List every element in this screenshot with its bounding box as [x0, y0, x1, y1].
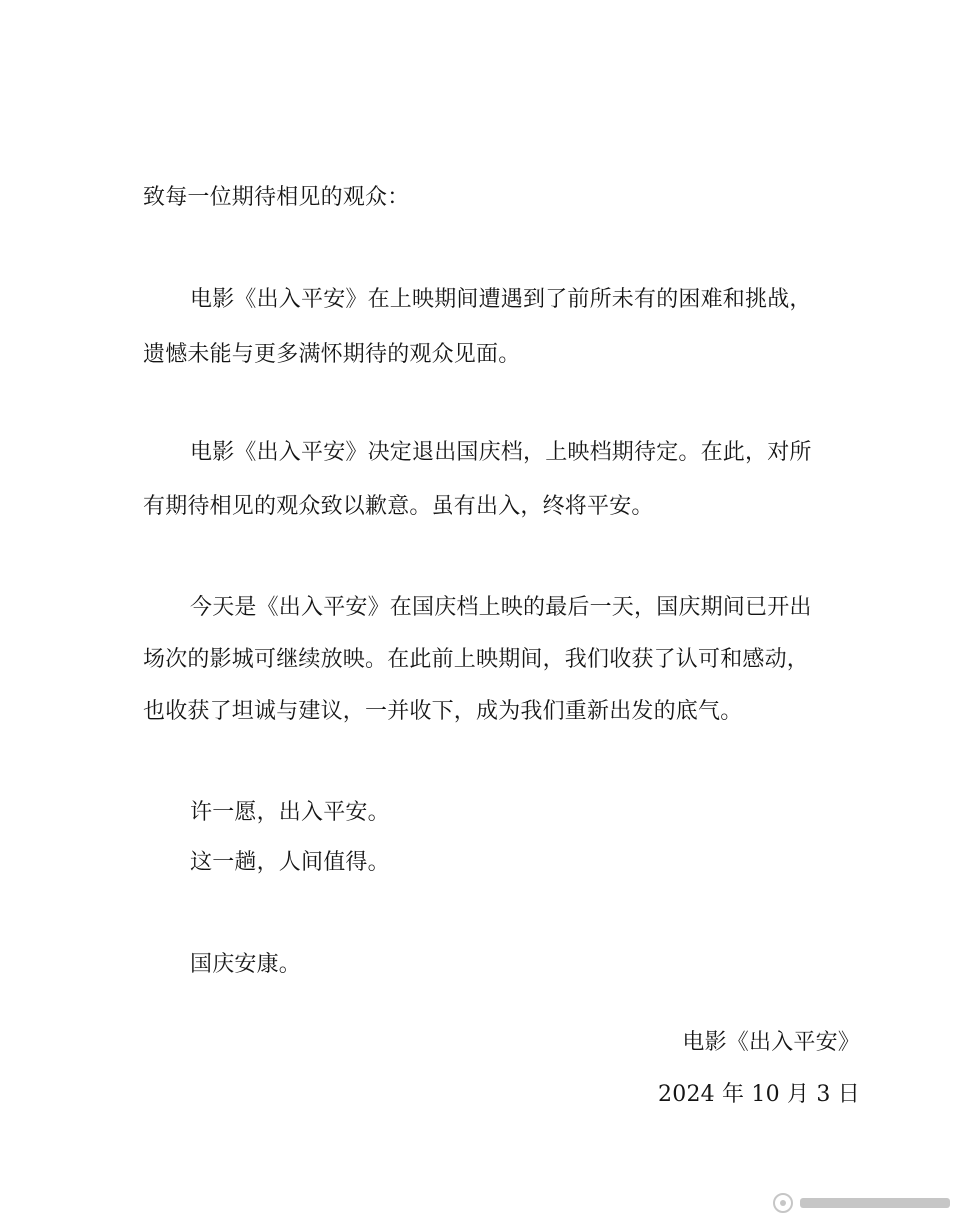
paragraph-2-line-2: 有期待相见的观众致以歉意。虽有出入，终将平安。 — [143, 494, 654, 519]
paragraph-3-line-3: 也收获了坦诚与建议，一并收下，成为我们重新出发的底气。 — [143, 699, 743, 724]
paragraph-2-line-1: 电影《出入平安》决定退出国庆档，上映档期待定。在此，对所 — [190, 440, 812, 465]
watermark-logo — [772, 1192, 962, 1214]
signature-date: 2024 年 10 月 3 日 — [658, 1082, 860, 1107]
paragraph-3-line-2: 场次的影城可继续放映。在此前上映期间，我们收获了认可和感动， — [143, 647, 810, 672]
salutation: 致每一位期待相见的观众： — [143, 185, 410, 210]
paragraph-3-line-1: 今天是《出入平安》在国庆档上映的最后一天，国庆期间已开出 — [190, 595, 812, 620]
closing-greeting: 国庆安康。 — [190, 952, 302, 977]
wish-line-1: 许一愿，出入平安。 — [190, 800, 390, 825]
paragraph-1-line-1: 电影《出入平安》在上映期间遭遇到了前所未有的困难和挑战， — [190, 287, 812, 312]
paragraph-1-line-2: 遗憾未能与更多满怀期待的观众见面。 — [143, 342, 521, 367]
signature: 电影《出入平安》 — [682, 1030, 860, 1055]
wish-line-2: 这一趟，人间值得。 — [190, 850, 390, 875]
